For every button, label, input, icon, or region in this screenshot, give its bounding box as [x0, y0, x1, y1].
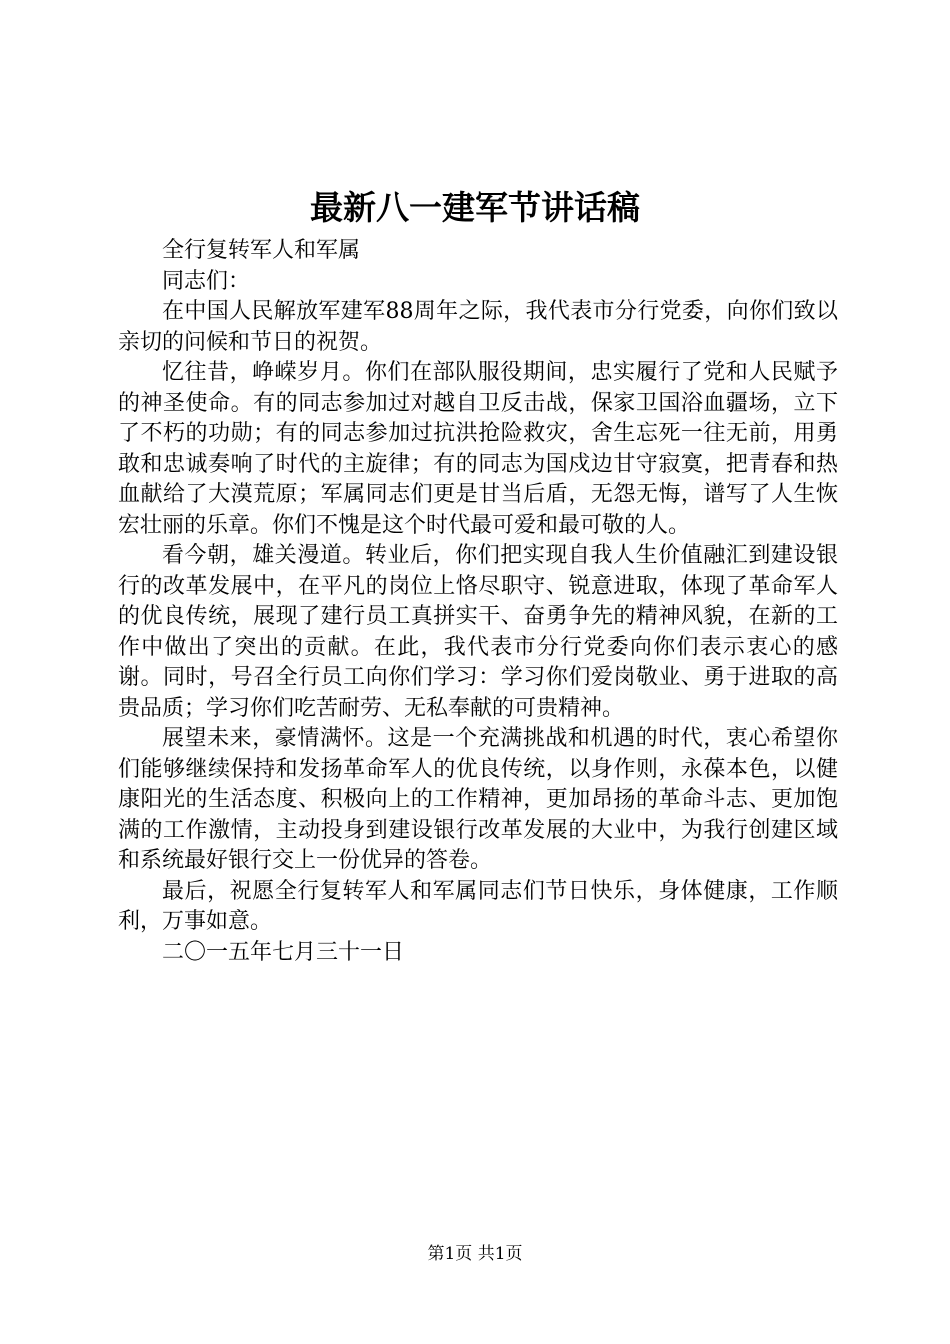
document-date: 二〇一五年七月三十一日 — [162, 939, 405, 965]
paragraph-past: 忆往昔，峥嵘岁月。你们在部队服役期间，忠实履行了党和人民赋予的神圣使命。有的同志参加过对越自卫反击战，保家卫国浴血疆场，立下了不朽的功勋；有的同志参加过抗洪抢险救灾，舍生忘死一往无前，用勇敢和忠诚奏响了时代的主旋律；有的同志为国戍边甘守寂寞，把青春和热血献给了大漠荒原；军属同志们更是甘当后盾，无怨无悔，谱写了人生恢宏壮丽的乐章。你们不愧是这个时代最可爱和最可敬的人。 — [118, 360, 838, 538]
paragraph-future: 展望未来，豪情满怀。这是一个充满挑战和机遇的时代，衷心希望你们能够继续保持和发扬革命军人的优良传统，以身作则，永葆本色，以健康阳光的生活态度、积极向上的工作精神，更加昂扬的革命斗志、更加饱满的工作激情，主动投身到建设银行改革发展的大业中，为我行创建区域和系统最好银行交上一份优异的答卷。 — [118, 726, 838, 873]
paragraph-greeting: 在中国人民解放军建军88周年之际，我代表市分行党委，向你们致以亲切的问候和节日的祝贺。 — [118, 299, 838, 355]
salutation-recipients: 全行复转军人和军属 — [162, 238, 361, 263]
paragraph-present: 看今朝，雄关漫道。转业后，你们把实现自我人生价值融汇到建设银行的改革发展中，在平凡的岗位上恪尽职守、锐意进取，体现了革命军人的优良传统，展现了建行员工真拼实干、奋勇争先的精神风貌，在新的工作中做出了突出的贡献。在此，我代表市分行党委向你们表示衷心的感谢。同时，号召全行员工向你们学习：学习你们爱岗敬业、勇于进取的高贵品质；学习你们吃苦耐劳、无私奉献的可贵精神。 — [118, 543, 838, 721]
document-body — [118, 236, 838, 968]
salutation-comrades: 同志们： — [162, 268, 251, 294]
page-number-footer: 第1页 共1页 — [427, 1244, 523, 1264]
paragraph-closing: 最后，祝愿全行复转军人和军属同志们节日快乐，身体健康，工作顺利，万事如意。 — [118, 878, 838, 934]
document-title: 最新八一建军节讲话稿 — [310, 188, 640, 227]
